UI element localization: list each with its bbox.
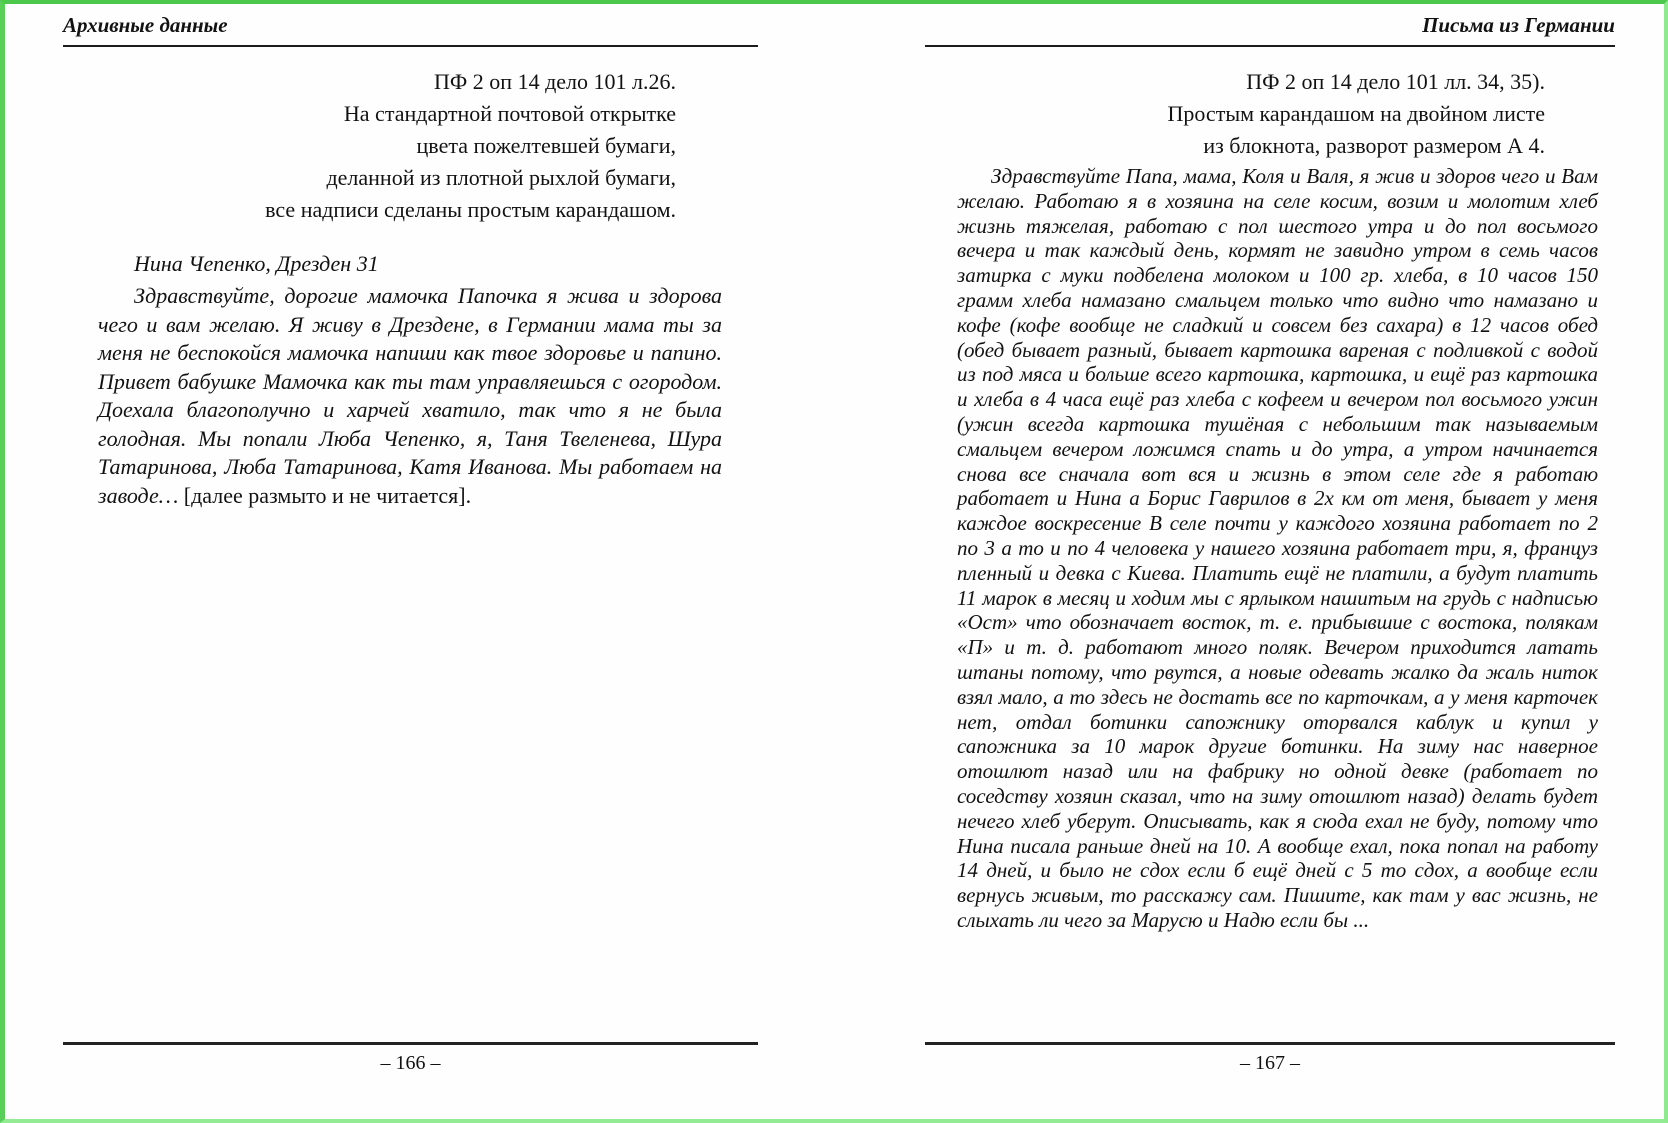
running-head-title-right: Письма из Германии [1422, 13, 1615, 37]
page-right [925, 12, 1615, 1074]
letter-body-italic: Здравствуйте, дорогие мамочка Папочка я жива и здорова чего и вам желаю. Я живу в Дрездене, в Германии мама ты за меня не беспокойся мамочка напиши как твое здоровье и папино. Привет бабушке Мамочка как ты там управляешься с огородом. Доехала благополучно и харчей хватило, так что я не была голодная. Мы попали Люба Чепенко, я, Таня Твеленева, Шура Татаринова, Люба Татаринова, Катя Иванова. Мы работаем на заводе… [98, 283, 722, 508]
archive-ref-line: На стандартной почтовой открытке [343, 101, 676, 126]
letter-text-left [98, 282, 722, 510]
running-head-left [63, 12, 758, 47]
archive-reference-right [925, 68, 1615, 159]
page-number-right: – 167 – [1240, 1052, 1300, 1074]
archive-ref-line: ПФ 2 оп 14 дело 101 л.26. [434, 69, 676, 94]
archive-ref-line: из блокнота, разворот размером А 4. [1203, 133, 1545, 158]
archive-ref-line: все надписи сделаны простым карандашом. [265, 197, 676, 222]
archive-reference-left [63, 68, 758, 223]
page-footer-right [925, 1042, 1615, 1074]
archive-ref-line: цвета пожелтевшей бумаги, [416, 133, 676, 158]
letter-author-line: Нина Чепенко, Дрезден 31 [134, 251, 379, 276]
archive-ref-line: ПФ 2 оп 14 дело 101 лл. 34, 35). [1246, 69, 1545, 94]
footer-rule-left [63, 1042, 758, 1045]
page-left [63, 12, 758, 1074]
editorial-note: [далее размыто и не читается]. [183, 482, 472, 508]
letter-text-right: Здравствуйте Папа, мама, Коля и Валя, я жив и здоров чего и Вам желаю. Работаю я в хозяина на селе косим, возим и молотим хлеб жизнь тяжелая, работаю с пол шестого утра и до пол восьмого вечера и так каждый день, кормят не завидно утром в семь часов затирка с муки подбелена молоком и 100 гр. хлеба, в 10 часов 150 грамм хлеба намазано смальцем только что видно что намазано и кофе (кофе вообще не сладкий и совсем без сахара) в 12 часов обед (обед бывает разный, бывает картошка вареная с подливкой с водой из под мяса и больше всего картошка, картошка, и ещё раз картошка и хлеба в 4 часа ещё раз хлеба с кофеем и вечером пол восьмого ужин (ужин всегда картошка тушёная с небольшим так называемым смальцем вечером ложимся спать и до утра, а утром начинается снова все сначала вот вся и жизнь в этом селе где я работаю работает и Нина а Борис Гаврилов в 2х км от меня, бывает у меня каждое воскресение В селе почти у каждого хозяина работает по 2 по 3 а то и по 4 человека у нашего хозяина работает три, я, француз пленный и девка с Киева. Платить ещё не платили, а будут платить 11 марок в месяц и ходим мы с ярлыком нашитым на грудь с надписью «Ост» что обозначает восток, т. е. прибывшие с востока, полякам «П» и т. д. работают много поляк. Вечером приходится латать штаны потому, что рвутся, а новые одевать жалко да жаль ниток взял мало, а то здесь не достать все по карточкам, а у меня карточек нет, отдал ботинки сапожнику оторвался каблук и купил у сапожника за 10 марок другие ботинки. На зиму нас наверное отошлют назад или на фабрику но одной девке (работает по соседству хозяин сказал, что на зиму отошлют назад) делать будет нечего хлеб уберут. Описывать, как я сюда ехал не буду, потому что Нина писала раньше дней на 10. А вообще ехал, пока попал на работу 14 дней, и было не сдох если б ещё дней с 5 то сдох, а вообще если вернусь живым, то расскажу сам. Пишите, как там у вас жизнь, не слыхать ли чего за Марусю и Надю если бы ... [957, 164, 1598, 932]
archive-ref-line: деланной из плотной рыхлой бумаги, [326, 165, 676, 190]
page-footer-left [63, 1042, 758, 1074]
running-head-right [925, 12, 1615, 47]
archive-ref-line: Простым карандашом на двойном листе [1167, 101, 1545, 126]
running-head-title-left: Архивные данные [63, 13, 228, 37]
page-number-left: – 166 – [380, 1052, 441, 1074]
footer-rule-right [925, 1042, 1615, 1045]
